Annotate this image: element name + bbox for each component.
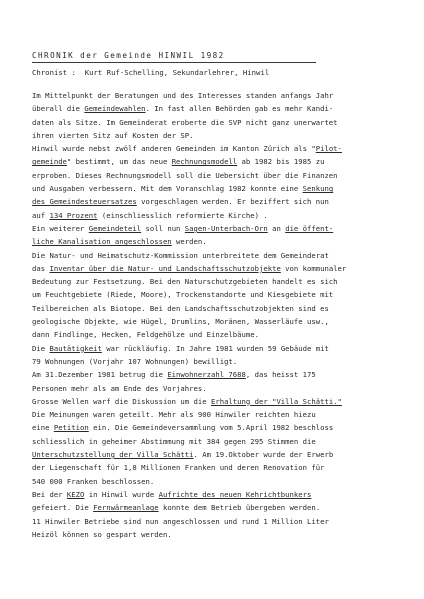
underlined-phrase: Fernwärmeanlage <box>93 503 159 513</box>
underlined-phrase: Sagen-Unterbach-Orn <box>184 223 268 233</box>
text-line <box>32 342 422 355</box>
text-segment: soll nun <box>141 223 185 233</box>
underlined-phrase: 134 Prozent <box>49 210 98 220</box>
text-segment: Im Mittelpunkt der Beratungen und des Interesses standen anfangs Jahr <box>32 91 334 100</box>
text-segment: 11 Hinwiler Betriebe sind nun angeschlossen und rund 1 Million Liter <box>32 516 329 526</box>
chronist-line: Chronist : Kurt Ruf-Schelling, Sekundarlehrer, Hinwil <box>32 68 270 77</box>
title-underline <box>32 62 316 63</box>
underlined-phrase: gemeinde <box>32 157 67 167</box>
text-line <box>32 155 422 168</box>
text-line <box>32 355 422 368</box>
text-segment: konnte dem Betrieb übergeben werden. <box>158 503 321 513</box>
underlined-phrase: Einwohnerzahl 7688 <box>167 370 246 380</box>
underlined-phrase: die öffent- <box>285 223 334 233</box>
text-segment: war rückläufig. In Jahre 1981 wurden 59 Gebäude mit <box>101 343 329 353</box>
text-segment: . Am 19.Oktober wurde der Erwerb <box>193 450 334 460</box>
chronicle-body <box>32 89 422 541</box>
text-segment: vorgeschlagen werden. Er beziffert sich nun <box>136 197 329 207</box>
text-line <box>32 515 422 528</box>
text-segment: " bestimmt, um das neue <box>66 157 172 167</box>
text-line <box>32 275 422 288</box>
text-segment: Teilbereichen als Biotope. Bei den Landschaftsschutzobjekten sind es <box>32 303 329 313</box>
underlined-phrase: Gemeindewahlen <box>84 104 146 114</box>
text-line <box>32 142 422 155</box>
text-segment: ab 1982 bis 1985 zu <box>237 157 325 167</box>
text-segment: in Hinwil wurde <box>84 489 159 499</box>
underlined-phrase: Senkung <box>302 184 334 194</box>
text-line <box>32 435 422 448</box>
text-line <box>32 222 422 235</box>
text-segment: der Liegenschaft für 1,8 Millionen Franken und deren Renovation für <box>32 463 325 473</box>
text-segment: (einschliesslich reformierte Kirche) . <box>97 210 268 220</box>
text-line <box>32 249 422 262</box>
underlined-phrase: Unterschutzstellung der Villa Schätti <box>32 450 194 460</box>
text-segment: an <box>267 223 286 233</box>
text-line <box>32 368 422 381</box>
underlined-phrase: Petition <box>53 423 89 433</box>
text-line <box>32 262 422 275</box>
text-line <box>32 129 422 142</box>
underlined-phrase: KEZO <box>66 489 85 499</box>
text-segment: Die <box>32 343 50 353</box>
text-segment: 540 000 Franken beschlossen. <box>32 476 155 486</box>
underlined-phrase: Pilot- <box>315 144 342 154</box>
text-line <box>32 315 422 328</box>
text-segment: Bedeutung zur Festsetzung. Bei den Naturschutzgebieten handelt es sich <box>32 277 338 287</box>
text-segment: ihren vierten Sitz auf Kosten der SP. <box>32 130 194 140</box>
text-line <box>32 182 422 195</box>
text-segment: Die Meinungen waren geteilt. Mehr als 900 Hinwiler reichten hiezu <box>32 410 316 420</box>
text-line <box>32 488 422 501</box>
text-segment: um Feuchtgebiete (Riede, Moore), Trockenstandorte und Kiesgebiete mit <box>32 290 334 300</box>
text-line <box>32 501 422 514</box>
text-segment: auf <box>32 210 50 220</box>
text-line <box>32 448 422 461</box>
underlined-phrase: des Gemeindesteuersatzes <box>32 197 137 207</box>
text-segment: und Ausgaben verbessern. Mit dem Voranschlag 1982 konnte eine <box>32 184 303 194</box>
text-segment: ein. Die Gemeindeversammlung vom 5.April 1982 beschloss <box>88 423 334 433</box>
text-segment: das <box>32 263 50 273</box>
text-segment: Ein weiterer <box>32 223 89 233</box>
chronicle-title: CHRONIK der Gemeinde HINWIL 1982 <box>32 51 225 60</box>
text-line <box>32 302 422 315</box>
text-line <box>32 169 422 182</box>
text-line <box>32 195 422 208</box>
text-segment: daten als Sitze. Im Gemeinderat eroberte die SVP nicht ganz unerwartet <box>32 117 338 127</box>
text-line <box>32 461 422 474</box>
text-line <box>32 209 422 222</box>
text-line <box>32 395 422 408</box>
text-segment: Am 31.Dezember 1981 betrug die <box>32 370 168 380</box>
text-line <box>32 528 422 541</box>
text-segment: gefeiert. Die <box>32 503 94 513</box>
underlined-phrase: Gemeindeteil <box>88 223 142 233</box>
text-segment: Hinwil wurde nebst zwölf anderen Gemeinden im Kanton Zürich als " <box>32 144 316 154</box>
text-line <box>32 288 422 301</box>
text-segment: erproben. Dieses Rechnungsmodell soll die Uebersicht über die Finanzen <box>32 170 338 180</box>
text-line <box>32 328 422 341</box>
text-segment: Personen mehr als am Ende des Vorjahres. <box>32 383 207 393</box>
text-segment: überall die <box>32 104 85 114</box>
underlined-phrase: Aufrichte des neuen Kehrichtbunkers <box>158 489 312 499</box>
text-segment: eine <box>32 423 54 433</box>
text-line <box>32 382 422 395</box>
text-segment: , das heisst 175 <box>245 370 316 380</box>
underlined-phrase: Erhaltung der "Villa Schätti." <box>210 396 342 406</box>
text-segment: Bei der <box>32 489 67 499</box>
text-segment: 79 Wohnungen (Vorjahr 107 Wohnungen) bewilligt. <box>32 356 238 366</box>
text-line <box>32 421 422 434</box>
text-line <box>32 475 422 488</box>
text-line <box>32 116 422 129</box>
text-segment: Grosse Wellen warf die Diskussion um die <box>32 396 211 406</box>
underlined-phrase: Bautätigkeit <box>49 343 102 353</box>
underlined-phrase: liche Kanalisation angeschlossen <box>32 237 172 247</box>
text-segment: geologische Objekte, wie Hügel, Drumlins, Moränen, Wasserläufe usw., <box>32 317 329 327</box>
underlined-phrase: Rechnungsmodell <box>171 157 238 167</box>
underlined-phrase: Inventar über die Natur- und Landschaftsschutzobjekte <box>49 263 281 273</box>
text-line <box>32 102 422 115</box>
text-segment: Heizöl können so gespart werden. <box>32 529 172 539</box>
text-segment: Die Natur- und Heimatschutz-Kommission unterbreitete dem Gemeinderat <box>32 250 329 260</box>
text-line <box>32 235 422 248</box>
text-segment: . In fast allen Behörden gab es mehr Kandi- <box>145 104 334 114</box>
text-segment: von kommunaler <box>280 263 347 273</box>
text-segment: werden. <box>171 237 207 247</box>
text-line <box>32 408 422 421</box>
text-segment: dann Findlinge, Hecken, Feldgehölze und Einzelbäume. <box>32 330 259 340</box>
text-segment: schliesslich in geheimer Abstimmung mit 384 gegen 295 Stimmen die <box>32 436 316 446</box>
text-line <box>32 89 422 102</box>
